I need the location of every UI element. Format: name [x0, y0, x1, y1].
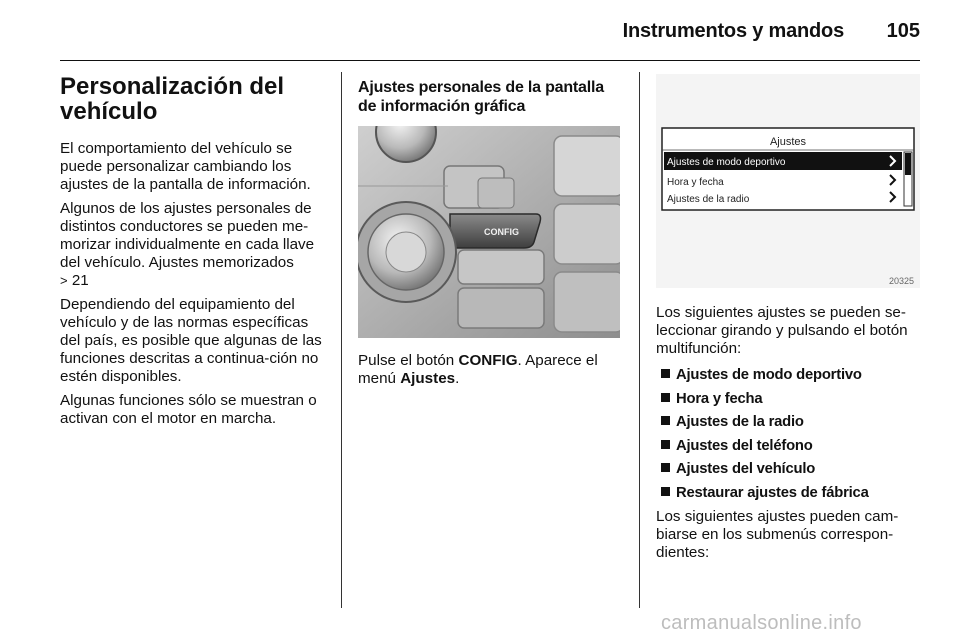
settings-screen-illustration [656, 74, 920, 288]
list-item [656, 484, 924, 502]
paragraph-selectable-settings: Los siguientes ajustes se pueden se-leccionar girando y pulsando el botón multifunción: [656, 304, 908, 357]
column-settings-options [656, 304, 924, 568]
page-reference-arrow-icon: > [60, 273, 68, 288]
paragraph-press-config [358, 352, 626, 388]
press-config-text-start: Pulse el botón [358, 352, 459, 369]
option-label: Ajustes de modo deportivo [676, 367, 862, 383]
paragraph-engine-running: Algunas funciones sólo se muestran o activan con el motor en marcha. [60, 392, 317, 427]
option-label: Ajustes del vehículo [676, 461, 816, 477]
option-label: Restaurar ajustes de fábrica [676, 484, 869, 501]
column-graphic-display [358, 78, 626, 394]
section-title [60, 74, 328, 124]
square-bullet-icon [661, 393, 670, 402]
settings-screen-item-1: Ajustes de modo deportivo [667, 157, 786, 168]
subsection-title [358, 78, 626, 116]
settings-screen-title: Ajustes [769, 136, 807, 148]
section-title-line-2: vehículo [60, 98, 158, 125]
column-divider-1 [341, 72, 342, 608]
page-number: 105 [886, 20, 920, 42]
settings-screen-scroll-thumb [905, 153, 911, 175]
press-config-text-middle: . Aparece el menú [358, 352, 598, 387]
subsection-title-line-1: Ajustes personales de la pantalla [358, 79, 604, 96]
square-bullet-icon [661, 487, 670, 496]
paragraph-memorized-settings [60, 200, 328, 290]
watermark: carmanualsonline.info [661, 612, 862, 634]
list-item [656, 366, 924, 384]
paragraph-equipment: Dependiendo del equipamiento del vehículo y de las normas específicas del país, es posible que algunas de las funciones descritas a continua-ción no estén disponibles. [60, 296, 322, 385]
paragraph-behavior: El comportamiento del vehículo se puede personalizar cambiando los ajustes de la pantalla de información. [60, 140, 311, 193]
page-header [60, 16, 920, 48]
paragraph-memorized-text: Algunos de los ajustes personales de distintos conductores se pueden me-morizar individualmente en cada llave del vehículo. Ajustes memorizados [60, 200, 315, 271]
header-title: Instrumentos y mandos [622, 20, 844, 42]
list-item [656, 390, 924, 408]
page-reference-number[interactable]: 21 [71, 272, 89, 289]
column-divider-2 [639, 72, 640, 608]
square-bullet-icon [661, 416, 670, 425]
square-bullet-icon [661, 463, 670, 472]
settings-screen-item-3: Ajustes de la radio [667, 194, 750, 205]
image-code: 20325 [888, 276, 914, 286]
header-rule [60, 60, 920, 61]
option-label: Hora y fecha [676, 390, 763, 407]
settings-options-list [656, 366, 924, 502]
square-bullet-icon [661, 440, 670, 449]
square-bullet-icon [661, 369, 670, 378]
list-item [656, 460, 924, 478]
option-label: Ajustes del teléfono [676, 437, 813, 454]
column-personalization [60, 74, 328, 434]
press-config-text-end: . [455, 370, 460, 387]
list-item [656, 413, 924, 431]
paragraph-submenus: Los siguientes ajustes pueden cam-biarse en los submenús correspon-dientes: [656, 507, 899, 561]
settings-menu-word: Ajustes [400, 370, 456, 387]
subsection-title-line-2: de información gráfica [358, 98, 526, 115]
section-title-line-1: Personalización del [60, 73, 285, 100]
config-button-word: CONFIG [458, 352, 518, 369]
settings-screen-item-2: Hora y fecha [667, 177, 724, 188]
list-item [656, 437, 924, 455]
option-label: Ajustes de la radio [676, 414, 804, 430]
console-photo [358, 126, 620, 338]
config-button-label: CONFIG [484, 227, 519, 237]
